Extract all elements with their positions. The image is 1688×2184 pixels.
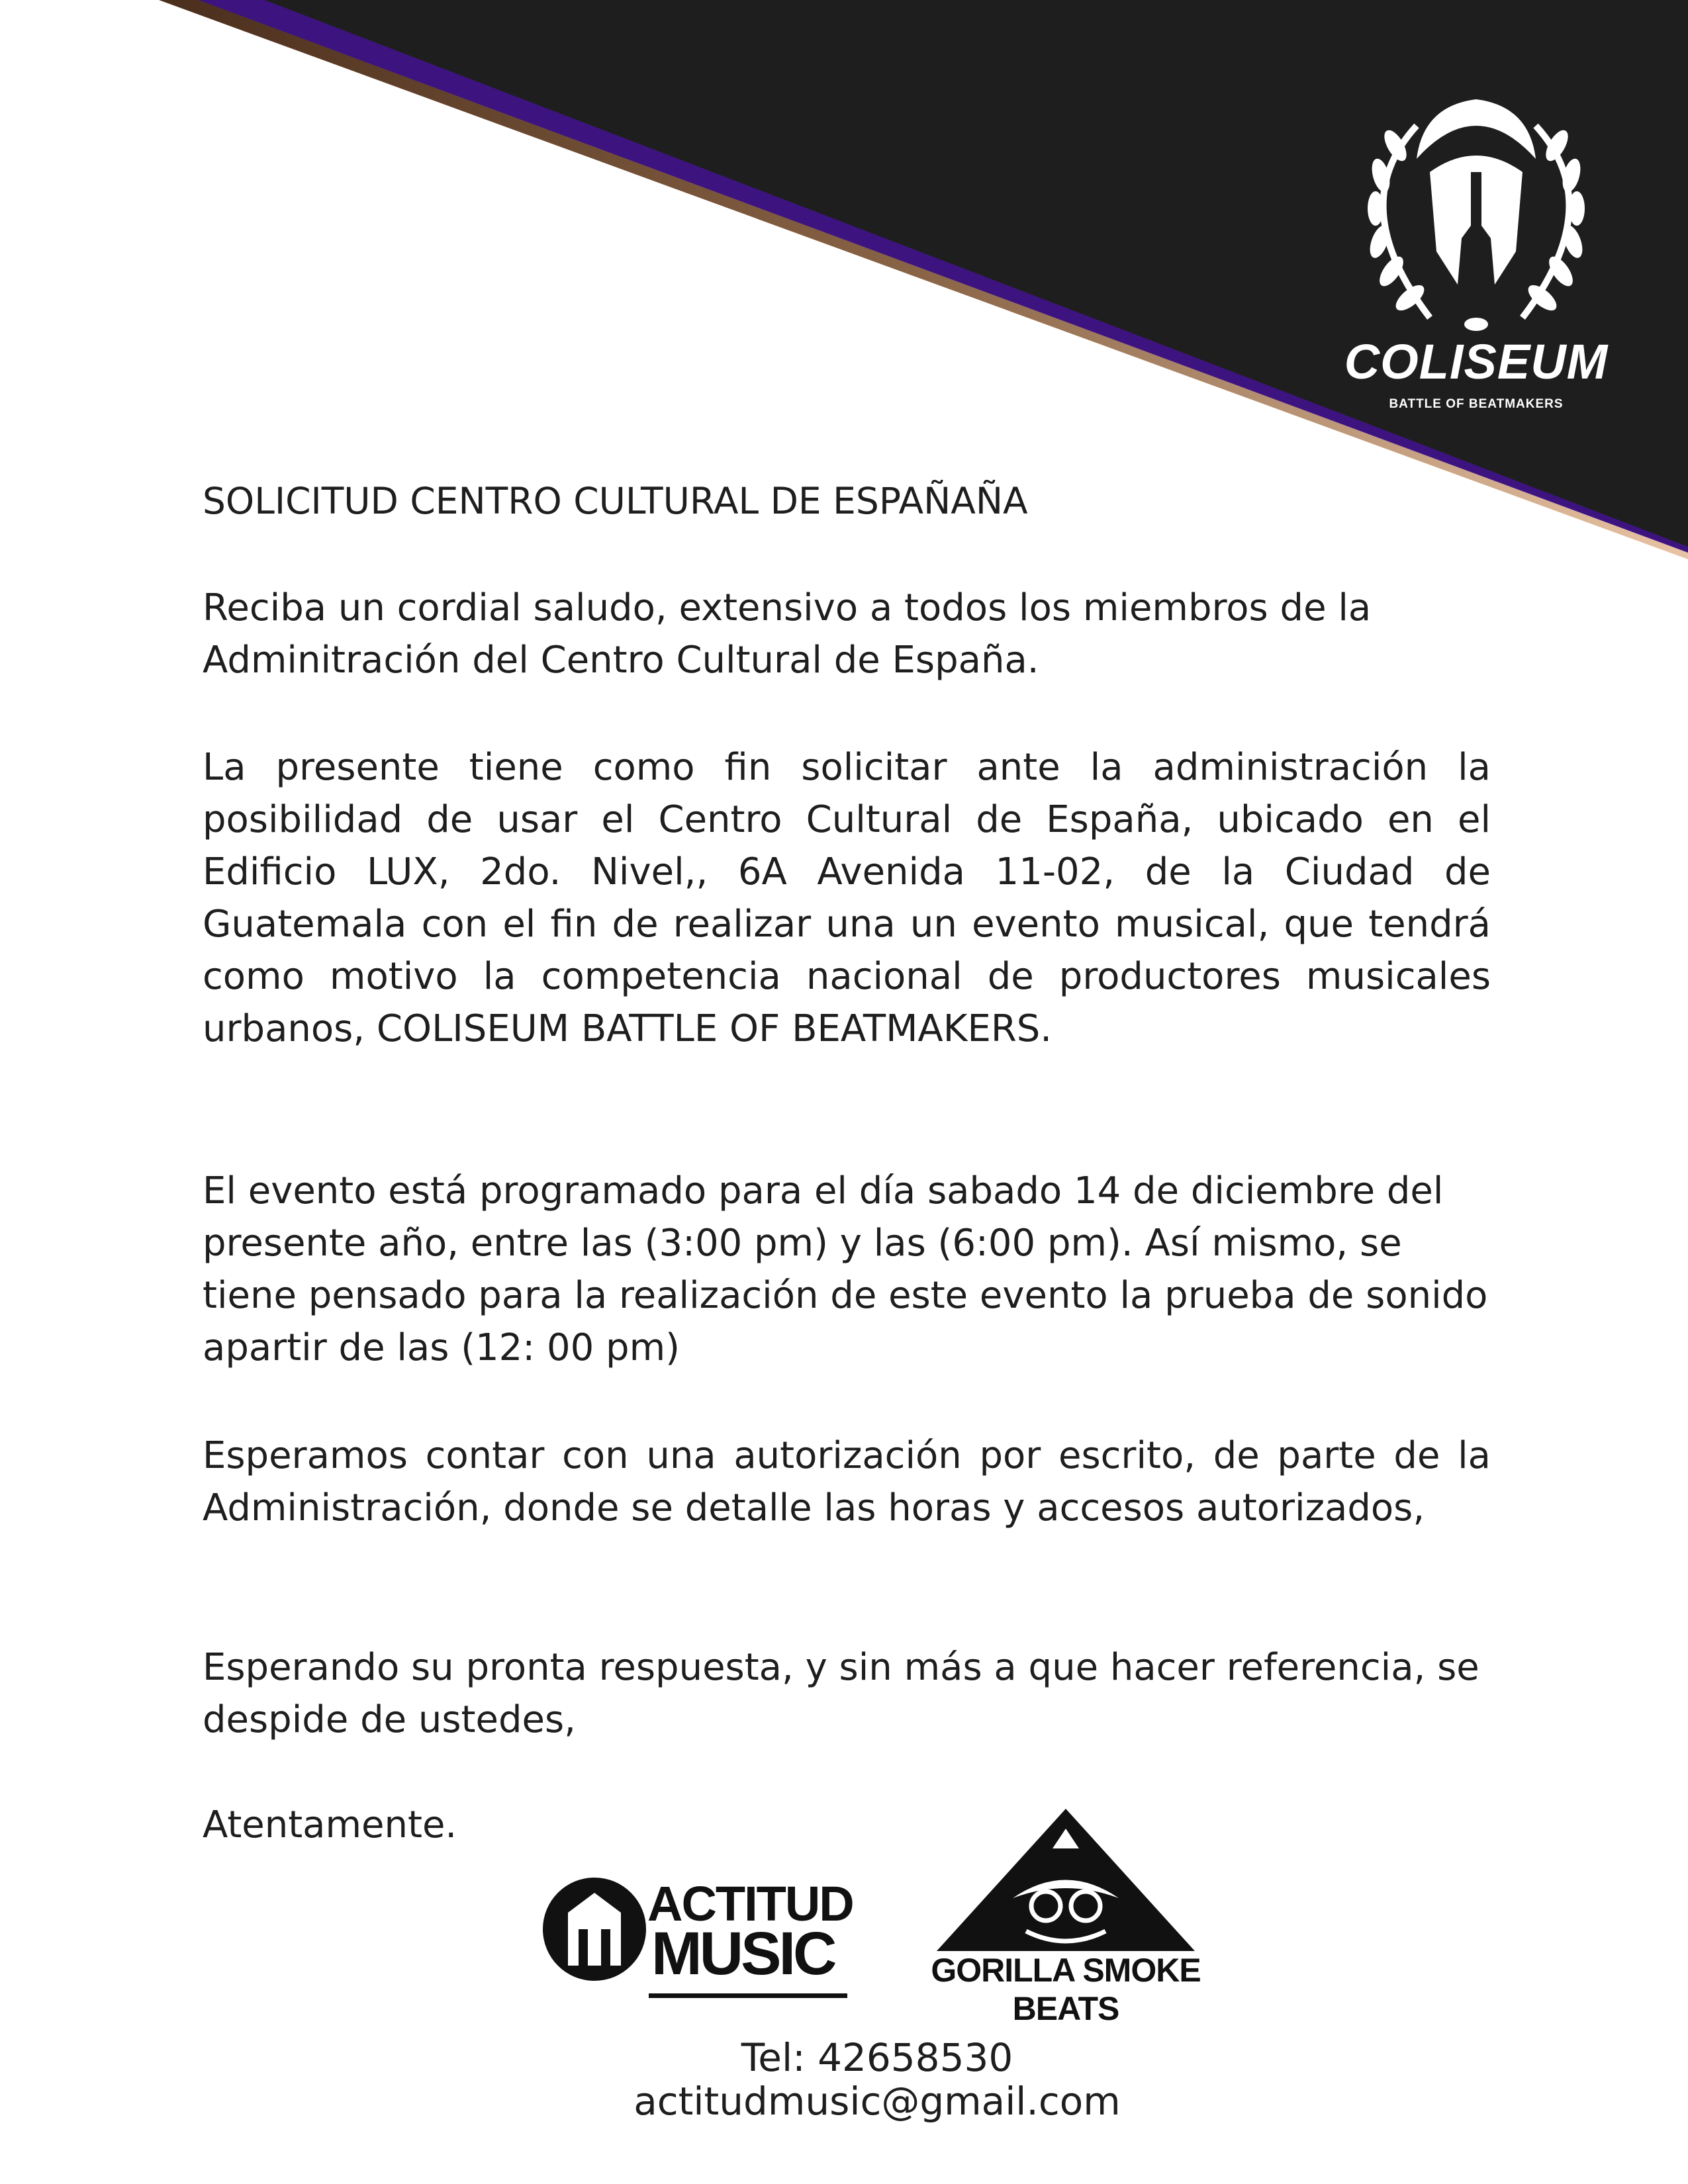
farewell-paragraph: Esperando su pronta respuesta, y sin más a que hacer referencia, se despide de ustedes, bbox=[203, 1646, 1479, 1741]
coliseum-wordmark: COLISEUM bbox=[1344, 334, 1609, 389]
contact-email[interactable]: actitudmusic@gmail.com bbox=[633, 2079, 1121, 2124]
contact-phone: Tel: 42658530 bbox=[741, 2035, 1013, 2080]
greeting-paragraph: Reciba un cordial saludo, extensivo a todos los miembros de la Adminitración del Centro Cultural de España. bbox=[203, 586, 1372, 682]
schedule-paragraph: El evento está programado para el día sabado 14 de diciembre del presente año, entre las (3:00 pm) y las (6:00 pm). Así mismo, se tiene pensado para la realización de este evento la prueba de sonido apartir de las (12: 00 pm) bbox=[203, 1169, 1488, 1369]
request-paragraph: La presente tiene como fin solicitar ante la administración la posibilidad de usar el Centro Cultural de España, ubicado en el Edificio LUX, 2do. Nivel,, 6A Avenida 11-02, de la Ciudad de Guatemala con el fin de realizar una un evento musical, que tendrá como motivo la competencia nacional de productores musicales urbanos, COLISEUM BATTLE OF BEATMAKERS. bbox=[203, 746, 1491, 1050]
gorilla-smoke-beats-wordmark: GORILLA SMOKE BEATS bbox=[931, 1952, 1201, 2027]
coliseum-tagline: BATTLE OF BEATMAKERS bbox=[1389, 397, 1564, 411]
letter-title: SOLICITUD CENTRO CULTURAL DE ESPAÑAÑA bbox=[203, 480, 1028, 522]
closing-line: Atentamente. bbox=[203, 1803, 457, 1846]
authorization-paragraph: Esperamos contar con una autorización por escrito, de parte de la Administración, donde se detalle las horas y accesos autorizados, bbox=[203, 1434, 1491, 1529]
music-wordmark: MUSIC bbox=[651, 1920, 835, 1987]
actitud-wordmark: ACTITUD bbox=[647, 1876, 853, 1931]
gorilla-pyramid-logo-icon bbox=[920, 1799, 1211, 1964]
